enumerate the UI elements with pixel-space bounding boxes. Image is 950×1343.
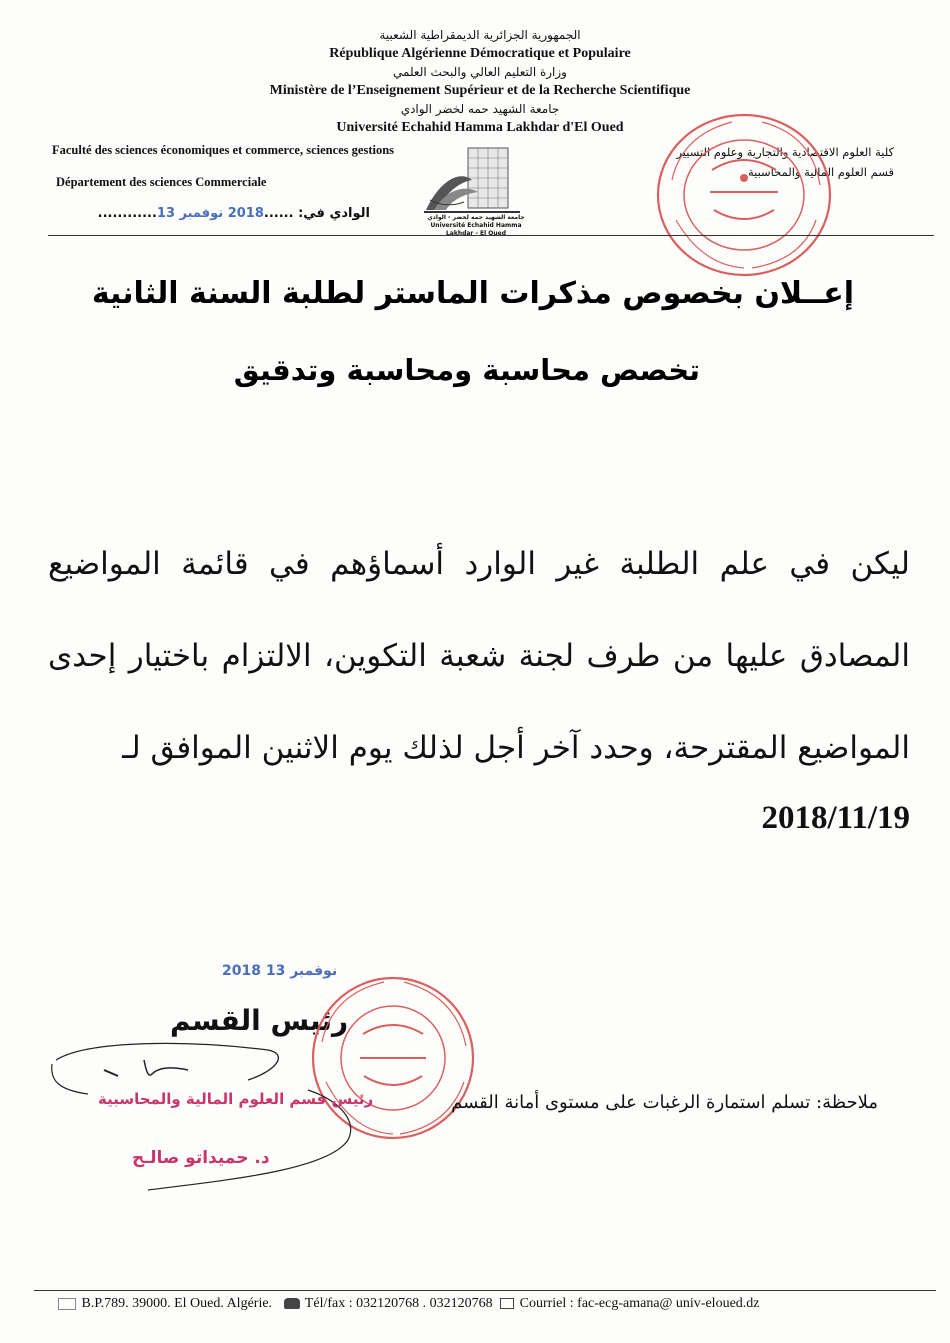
signer-title: رئيس قسم العلوم المالية والمحاسبية — [98, 1090, 374, 1108]
faculty-fr: Faculté des sciences économiques et commerce, sciences gestions — [52, 143, 395, 157]
footer-address: B.P.789. 39000. El Oued. Algérie. — [81, 1296, 273, 1311]
specialty-title: تخصص محاسبة ومحاسبة وتدقيق — [233, 353, 700, 387]
head-of-department-title: رئيس القسم — [170, 1004, 349, 1037]
date-line — [97, 206, 370, 221]
date-dots-right: ...... — [263, 206, 294, 221]
deadline-date: 2018/11/19 — [761, 800, 910, 836]
republic-ar: الجمهورية الجزائرية الديمقراطية الشعبية — [379, 28, 581, 42]
phone-icon — [284, 1298, 300, 1309]
footer-phone: Tél/fax : 032120768 . 032120768 — [304, 1296, 493, 1311]
signer-name: د. حميداتو صالـح — [132, 1148, 270, 1168]
announcement-body: ليكن في علم الطلبة غير الوارد أسماؤهم في قائمة المواضيع المصادق عليها من طرف لجنة شعبة التكوين، الالتزام باختيار إحدى المواضيع المقترحة، وحدد آخر أجل لذلك يوم الاثنين الموافق لـ — [48, 546, 910, 766]
header-rule — [48, 235, 934, 236]
republic-fr: République Algérienne Démocratique et Populaire — [329, 46, 631, 61]
university-fr: Université Echahid Hamma Lakhdar d'El Oued — [336, 120, 624, 135]
footer — [58, 1296, 760, 1312]
faculty-ar-line: كلية العلوم الاقتصادية والتجارية وعلوم التسيير — [676, 145, 894, 159]
ministry-ar: وزارة التعليم العالي والبحث العلمي — [393, 65, 567, 79]
department-ar-line: قسم العلوم المالية والمحاسبية — [747, 165, 894, 179]
ministry-fr: Ministère de l’Enseignement Supérieur et de la Recherche Scientifique — [269, 83, 691, 98]
logo-caption-fr: Université Echahid Hamma Lakhdar - El Oued — [430, 222, 522, 237]
mail-icon — [500, 1298, 514, 1309]
date-label: الوادي في: — [298, 206, 370, 221]
logo-caption-ar: جامعة الشهيد حمه لخضر - الوادي — [427, 214, 525, 221]
department-stamp-icon — [652, 110, 837, 280]
announcement-title: إعــلان بخصوص مذكرات الماستر لطلبة السنة الثانية — [91, 276, 854, 311]
footer-email: Courriel : fac-ecg-amana@ univ-eloued.dz — [519, 1296, 760, 1311]
signature-stamp-date: 2018 نوفمبر 13 — [222, 963, 338, 979]
envelope-icon — [58, 1298, 76, 1310]
department-fr: Département des sciences Commerciale — [56, 175, 267, 189]
university-ar: جامعة الشهيد حمه لخضر الوادي — [400, 102, 560, 116]
note: ملاحظة: تسلم استمارة الرغبات على مستوى أمانة القسم — [451, 1092, 878, 1113]
date-stamp: 2018 نوفمبر 13 — [156, 206, 264, 221]
handwritten-signature-icon — [48, 1030, 368, 1200]
footer-rule — [34, 1290, 936, 1291]
date-dots-left: ............ — [97, 206, 157, 221]
